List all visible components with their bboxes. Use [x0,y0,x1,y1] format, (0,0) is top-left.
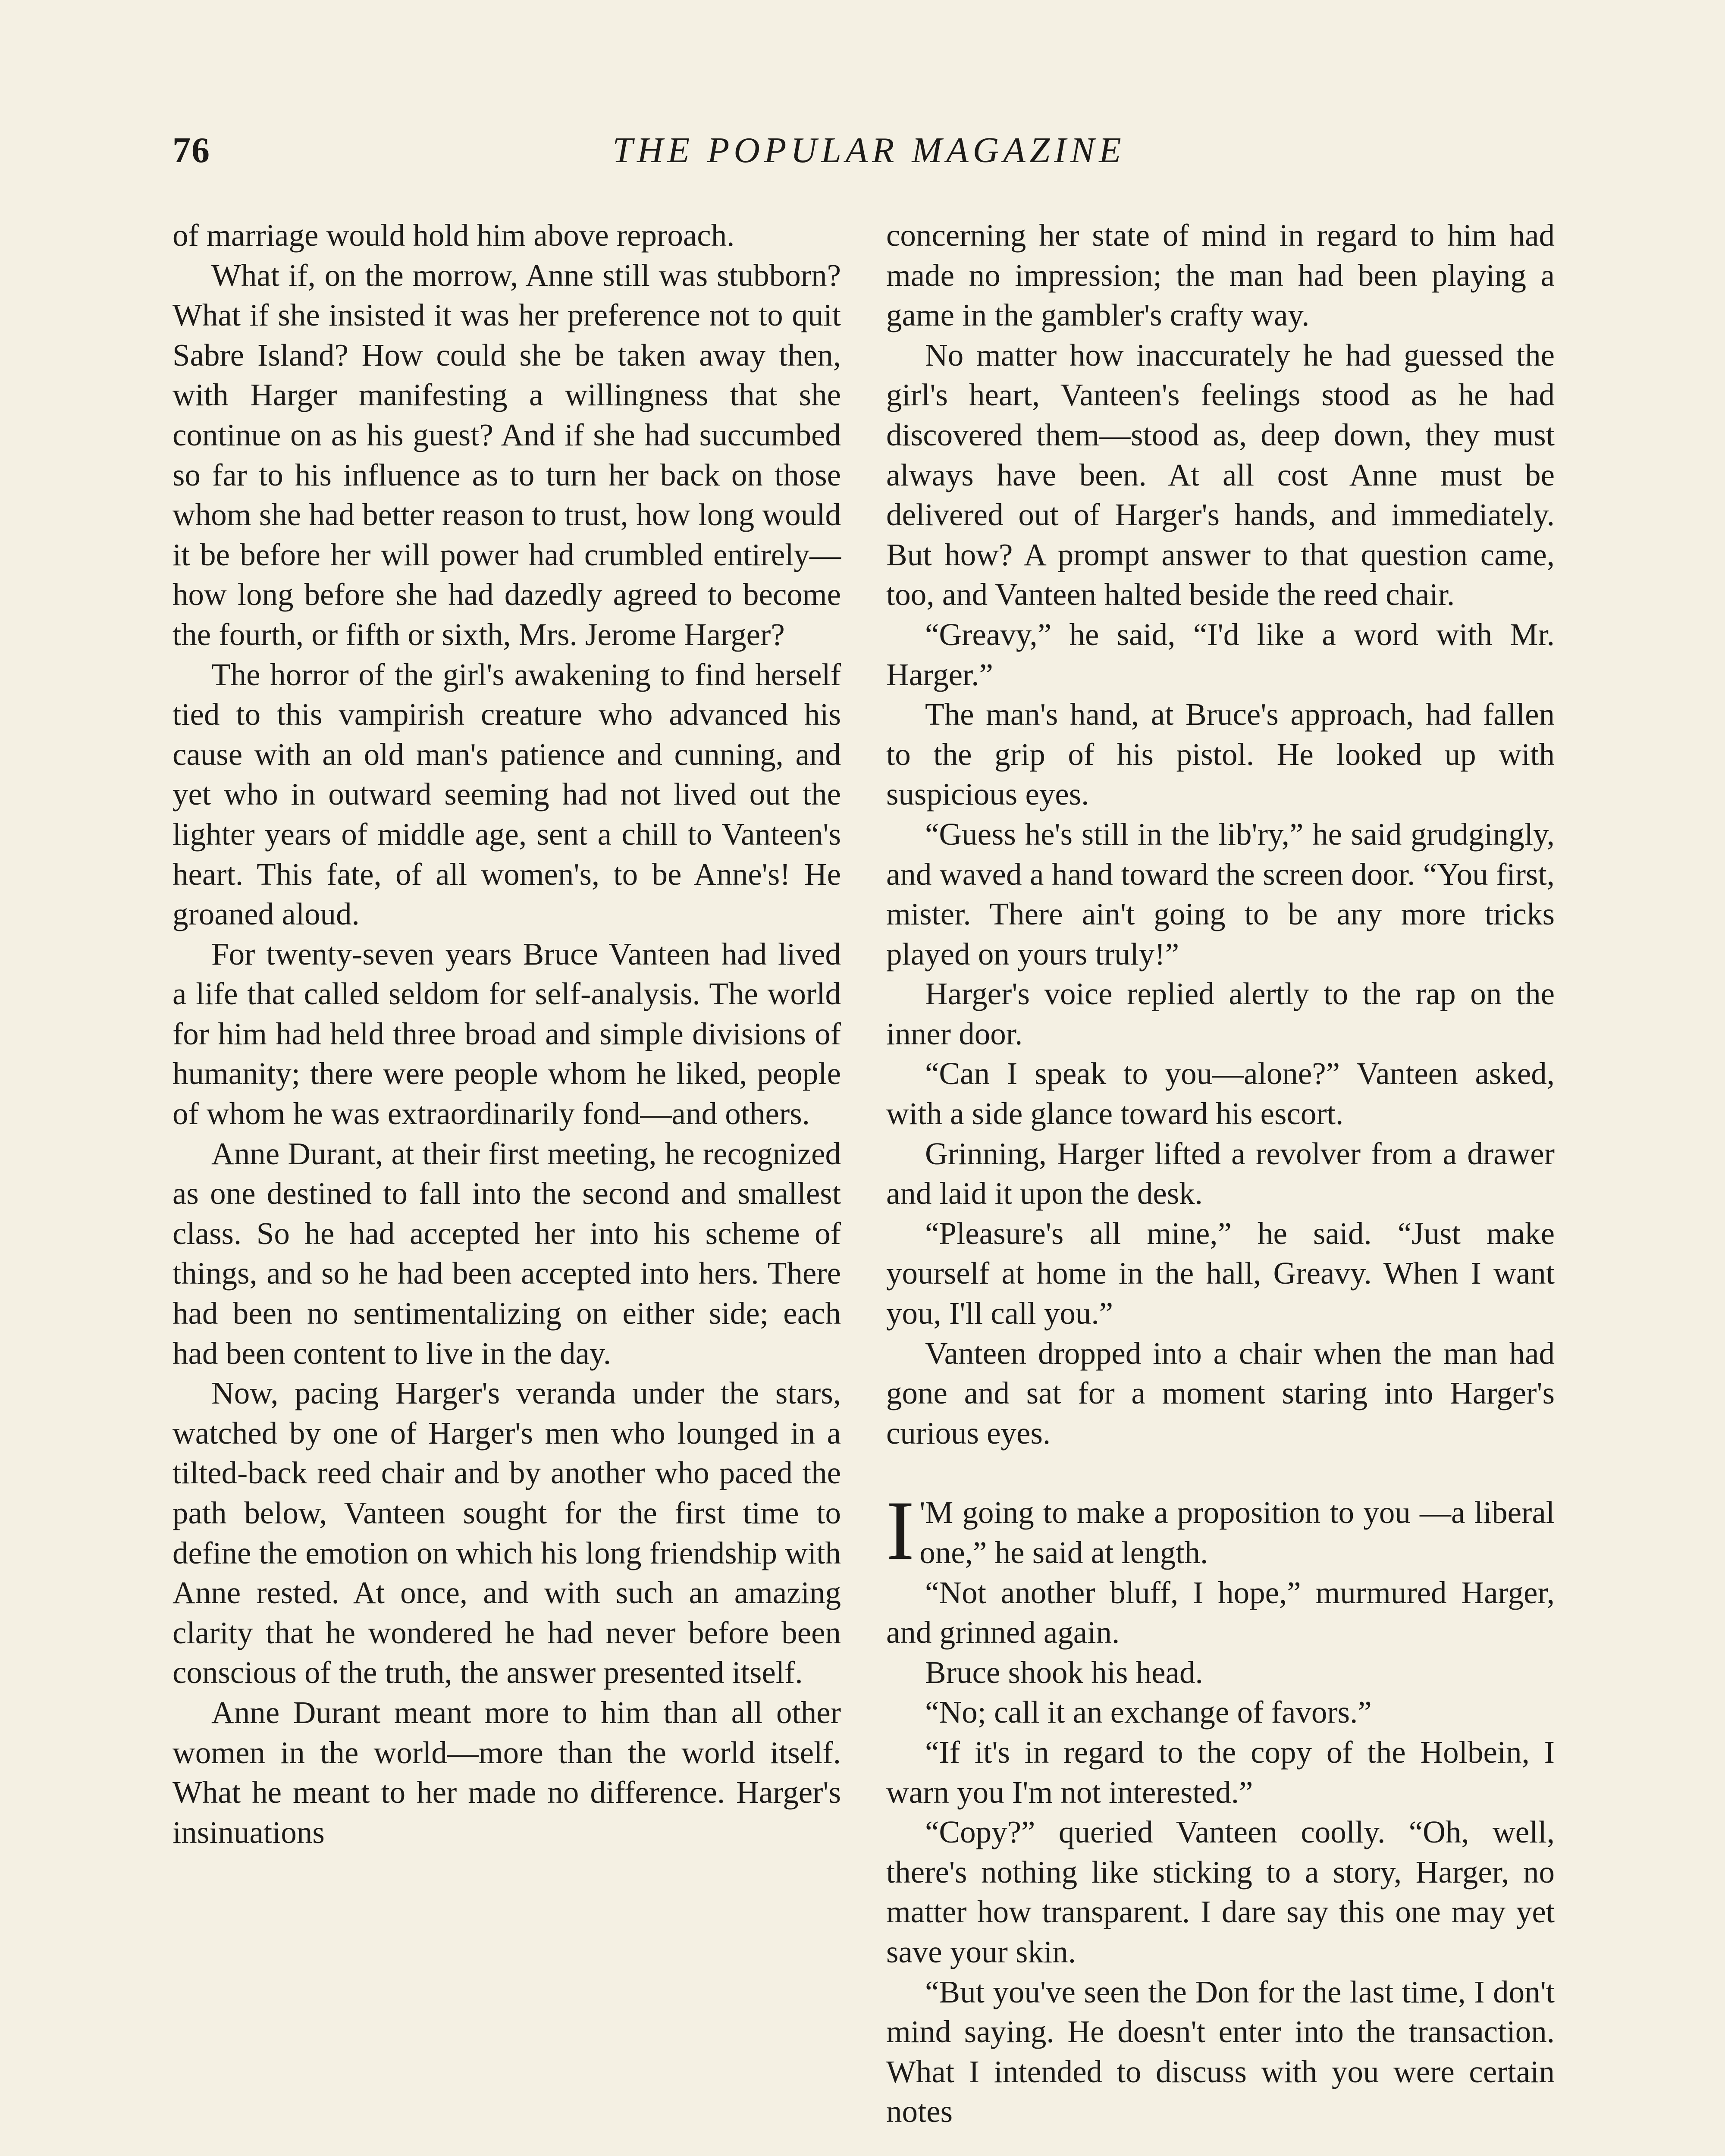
right-column [886,216,1555,2132]
paragraph: “Not another bluff, I hope,” murmured Harger, and grinned again. [886,1575,1555,1650]
paragraph: Anne Durant meant more to him than all other women in the world—more than the world itself. What he meant to her made no difference. Harger's insinuations [172,1695,841,1850]
paragraph: Grinning, Harger lifted a revolver from a drawer and laid it upon the desk. [886,1136,1555,1211]
paragraph: Anne Durant, at their first meeting, he recognized as one destined to fall into the second and smallest class. So he had accepted her into his scheme of things, and so he had been accepted into hers. There had been no sentimentalizing on either side; each had been content to live in the day. [172,1136,841,1371]
paragraph: “Guess he's still in the lib'ry,” he said grudgingly, and waved a hand toward the screen door. “You first, mister. There ain't going to be any more tricks played on yours truly!” [886,816,1555,971]
paragraph: “Pleasure's all mine,” he said. “Just make yourself at home in the hall, Greavy. When I want you, I'll call you.” [886,1216,1555,1331]
page-number: 76 [172,130,210,170]
paragraph: Bruce shook his head. [925,1655,1203,1690]
paragraph: No matter how inaccurately he had guessed the girl's heart, Vanteen's feelings stood as he had discovered them—stood as, deep down, they must always have been. At all cost Anne must be delivered out of Harger's hands, and immediately. But how? A prompt answer to that question came, too, and Vanteen halted beside the reed chair. [886,337,1555,612]
paragraph: The horror of the girl's awakening to find herself tied to this vampirish creature who advanced his cause with an old man's patience and cunning, and yet who in outward seeming had not lived out the lighter years of middle age, sent a chill to Vanteen's heart. This fate, of all women's, to be Anne's! He groaned aloud. [172,657,841,932]
paragraph: “If it's in regard to the copy of the Holbein, I warn you I'm not interested.” [886,1734,1555,1810]
paragraph: “Copy?” queried Vanteen coolly. “Oh, well, there's nothing like sticking to a story, Harger, no matter how transparent. I dare say this one may yet save your skin. [886,1814,1555,1969]
drop-cap: I [886,1484,915,1578]
page-header [172,129,1565,185]
paragraph: What if, on the morrow, Anne still was stubborn? What if she insisted it was her preference not to quit Sabre Island? How could she be taken away then, with Harger manifesting a willingness that she continue on as his guest? And if she had succumbed so far to his influence as to turn her back on those whom she had better reason to trust, how long would it be before her will power had crumbled entirely—how long before she had dazedly agreed to become the fourth, or fifth or sixth, Mrs. Jerome Harger? [172,257,841,652]
paragraph: The man's hand, at Bruce's approach, had fallen to the grip of his pistol. He looked up with suspicious eyes. [886,697,1555,812]
section-opening-paragraph [886,1484,1555,1578]
paragraph: “Greavy,” he said, “I'd like a word with Mr. Harger.” [886,617,1555,692]
paragraph: Harger's voice replied alertly to the rap on the inner door. [886,976,1555,1051]
left-column [172,216,841,1852]
paragraph: concerning her state of mind in regard to him had made no impression; the man had been playing a game in the gambler's crafty way. [886,218,1555,333]
paragraph: For twenty-seven years Bruce Vanteen had lived a life that called seldom for self-analysis. The world for him had held three broad and simple divisions of humanity; there were people whom he liked, people of whom he was extraordinarily fond—and others. [172,936,841,1131]
paragraph: Now, pacing Harger's veranda under the stars, watched by one of Harger's men who lounged in a tilted-back reed chair and by another who paced the path below, Vanteen sought for the first time to define the emotion on which his long friendship with Anne rested. At once, and with such an amazing clarity that he wondered he had never before been conscious of the truth, the answer presented itself. [172,1376,841,1690]
paragraph: “No; call it an exchange of favors.” [925,1695,1372,1730]
paragraph: “But you've seen the Don for the last time, I don't mind saying. He doesn't enter into the transaction. What I intended to discuss with you were certain notes [886,1974,1555,2129]
paragraph: of marriage would hold him above reproach. [172,218,735,253]
paragraph: Vanteen dropped into a chair when the man had gone and sat for a moment staring into Harger's curious eyes. [886,1335,1555,1451]
section-opening-text: 'M going to make a proposition to you —a liberal one,” he said at length. [919,1495,1555,1570]
paragraph: “Can I speak to you—alone?” Vanteen asked, with a side glance toward his escort. [886,1056,1555,1131]
running-title: THE POPULAR MAGAZINE [612,130,1126,170]
